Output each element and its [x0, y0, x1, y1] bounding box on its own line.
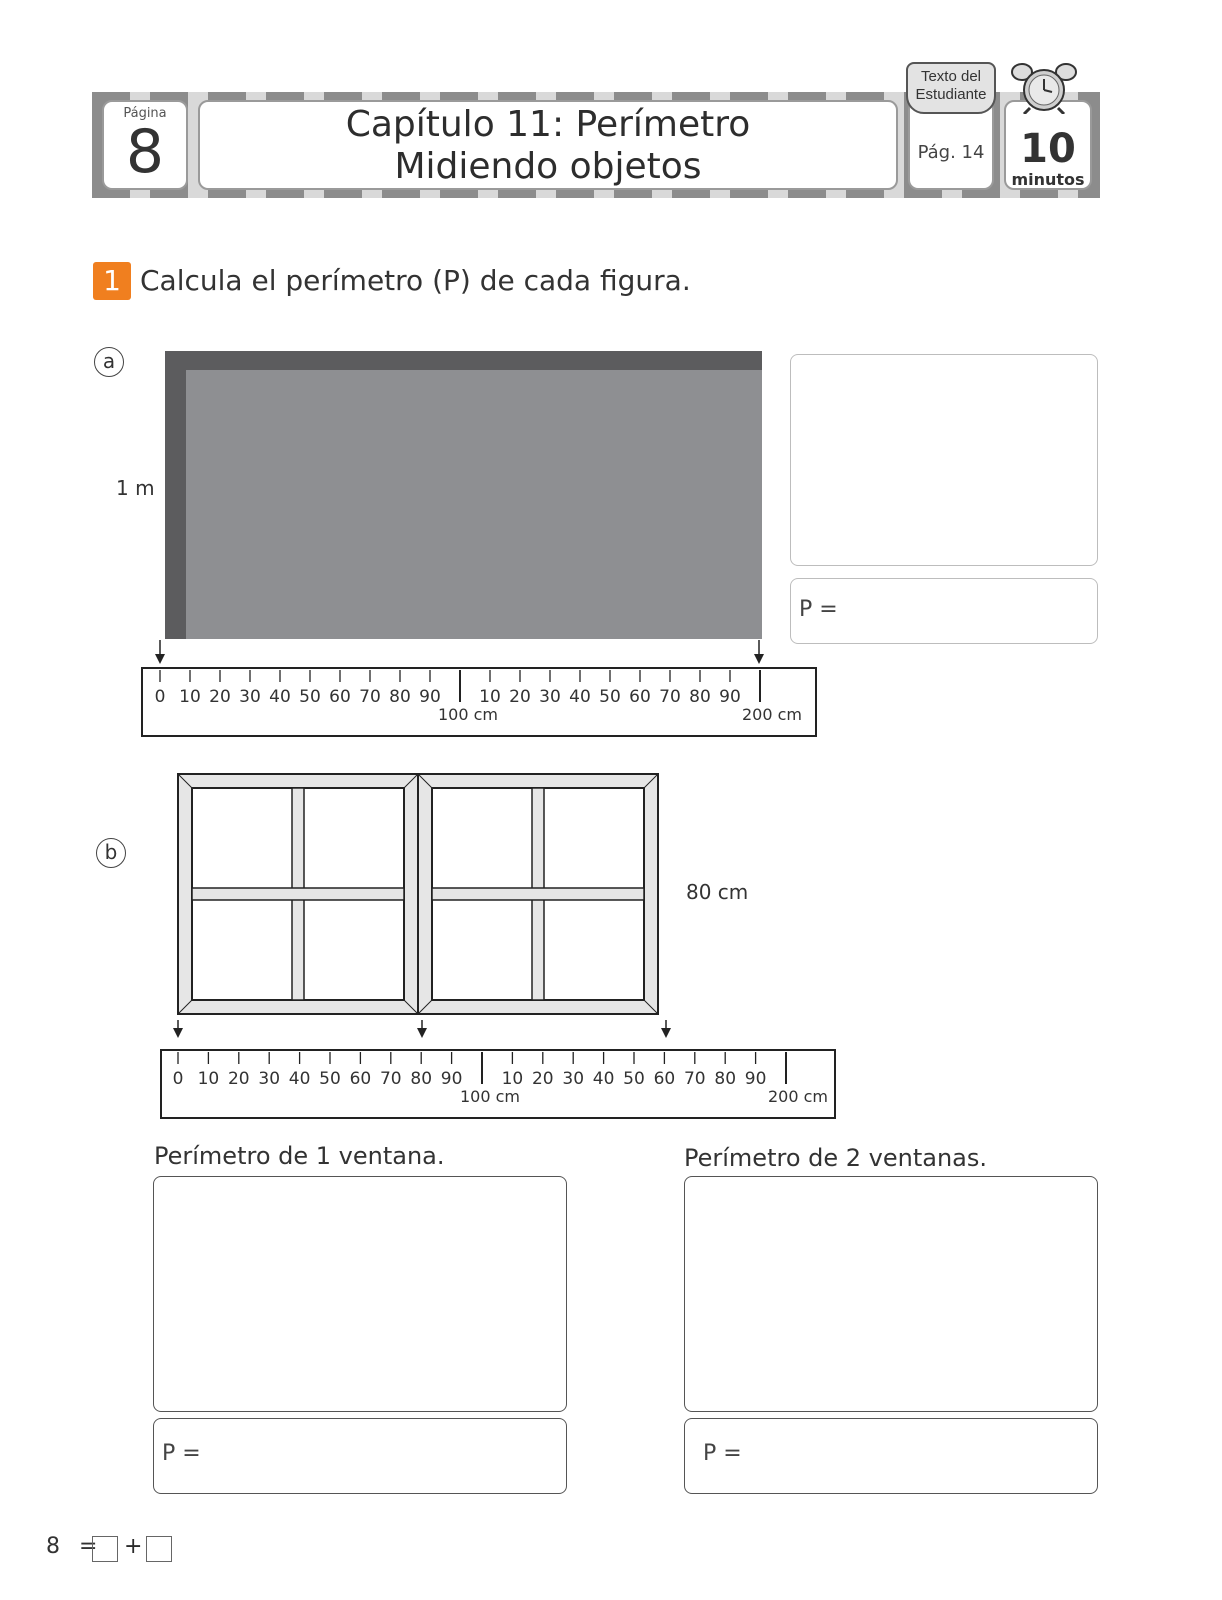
ruler-tick-label: 50 [319, 1069, 341, 1089]
ruler-tick-label: 40 [569, 687, 591, 707]
arrow-down-icon [155, 654, 165, 664]
part-a-p-label: P = [799, 597, 838, 622]
textbook-label-line1: Texto del [920, 68, 982, 85]
ruler-tick-label: 0 [172, 1069, 184, 1089]
ruler-tick-label: 20 [509, 687, 531, 707]
ruler-tick-label: 10 [179, 687, 201, 707]
ruler-tick-label: 20 [531, 1069, 554, 1089]
part-a-height-label: 1 m [116, 476, 155, 500]
part-b-two-p-label: P = [703, 1441, 742, 1466]
ruler-tick-label: 80 [389, 687, 411, 707]
chapter-subtitle: Midiendo objetos [394, 146, 702, 187]
page-number: 8 [125, 117, 165, 187]
ruler-tick-label: 60 [349, 1069, 372, 1089]
part-b-one-work-box[interactable] [153, 1176, 567, 1412]
ruler-tick-label: 80 [410, 1069, 433, 1089]
ruler-tick-label: 70 [379, 1069, 402, 1089]
ruler-end-label: 200 cm [767, 1087, 829, 1106]
part-b-height-label: 80 cm [686, 880, 749, 904]
ruler-end-label: 200 cm [741, 705, 803, 724]
question-text: Calcula el perímetro (P) de cada figura. [140, 264, 691, 297]
ruler-tick-label: 50 [623, 1069, 645, 1089]
footer-box-right [146, 1536, 172, 1562]
ruler-tick-label: 80 [689, 687, 711, 707]
ruler-tick-label: 90 [744, 1069, 767, 1089]
ruler-tick-label: 20 [227, 1069, 250, 1089]
caption-one-window: Perímetro de 1 ventana. [154, 1142, 445, 1170]
time-value: 10 [1020, 126, 1076, 172]
part-b-one-answer-box[interactable] [153, 1418, 567, 1494]
ruler-tick-label: 70 [359, 687, 381, 707]
textbook-page-ref: Pág. 14 [917, 142, 985, 163]
ruler-tick-label: 30 [539, 687, 561, 707]
ruler-tick-label: 90 [440, 1069, 463, 1089]
ruler-tick-label: 90 [419, 687, 441, 707]
ruler-tick-label: 80 [714, 1069, 737, 1089]
footer-plus: + [124, 1534, 143, 1559]
chapter-title: Capítulo 11: Perímetro [345, 104, 751, 145]
ruler-tick-label: 60 [629, 687, 651, 707]
textbook-label-line2: Estudiante [915, 86, 987, 103]
caption-two-windows: Perímetro de 2 ventanas. [684, 1144, 987, 1172]
ruler-tick-label: 30 [258, 1069, 281, 1089]
footer-box-left [92, 1536, 118, 1562]
footer-equals: = [79, 1534, 98, 1559]
question-number-badge: 1 [93, 262, 131, 300]
part-b-letter: b [96, 838, 126, 868]
arrow-down-icon [173, 1028, 183, 1038]
ruler-tick-label: 0 [154, 687, 166, 707]
window [178, 774, 418, 1014]
ruler-tick-label: 30 [239, 687, 261, 707]
ruler-tick-label: 10 [479, 687, 501, 707]
footer-equation [46, 1534, 97, 1559]
part-a-answer-box[interactable] [790, 578, 1098, 644]
part-b-two-answer-box[interactable] [684, 1418, 1098, 1494]
ruler-tick-label: 10 [197, 1069, 220, 1089]
ruler-tick-label: 60 [329, 687, 351, 707]
page-label: Página [123, 106, 167, 121]
blackboard-surface [186, 370, 762, 639]
window [418, 774, 658, 1014]
page-number-box [102, 100, 188, 190]
ruler-tick-label: 90 [719, 687, 741, 707]
book-icon [906, 62, 996, 114]
footer-number: 8 [46, 1534, 60, 1559]
arrow-down-icon [417, 1028, 427, 1038]
ruler-mid-label: 100 cm [437, 705, 499, 724]
ruler-tick-label: 40 [288, 1069, 311, 1089]
ruler-tick-label: 50 [299, 687, 321, 707]
time-unit: minutos [1011, 170, 1085, 189]
part-b-one-p-label: P = [162, 1441, 201, 1466]
ruler-tick-label: 70 [683, 1069, 706, 1089]
ruler-tick-label: 10 [501, 1069, 524, 1089]
ruler-tick-label: 30 [562, 1069, 585, 1089]
ruler-tick-label: 40 [592, 1069, 615, 1089]
part-a-figure [140, 340, 820, 740]
part-b-figure [156, 770, 836, 1120]
alarm-clock-icon [1008, 58, 1080, 114]
ruler-a [142, 668, 816, 736]
part-b-two-work-box[interactable] [684, 1176, 1098, 1412]
ruler-tick-label: 60 [653, 1069, 676, 1089]
part-a-work-box[interactable] [790, 354, 1098, 566]
windows-drawing [178, 774, 658, 1014]
title-box [198, 100, 898, 190]
ruler-tick-label: 50 [599, 687, 621, 707]
arrow-down-icon [754, 654, 764, 664]
ruler-tick-label: 70 [659, 687, 681, 707]
ruler-tick-label: 40 [269, 687, 291, 707]
part-a-letter: a [94, 347, 124, 377]
ruler-b [161, 1050, 835, 1118]
ruler-tick-label: 20 [209, 687, 231, 707]
ruler-mid-label: 100 cm [459, 1087, 521, 1106]
arrow-down-icon [661, 1028, 671, 1038]
